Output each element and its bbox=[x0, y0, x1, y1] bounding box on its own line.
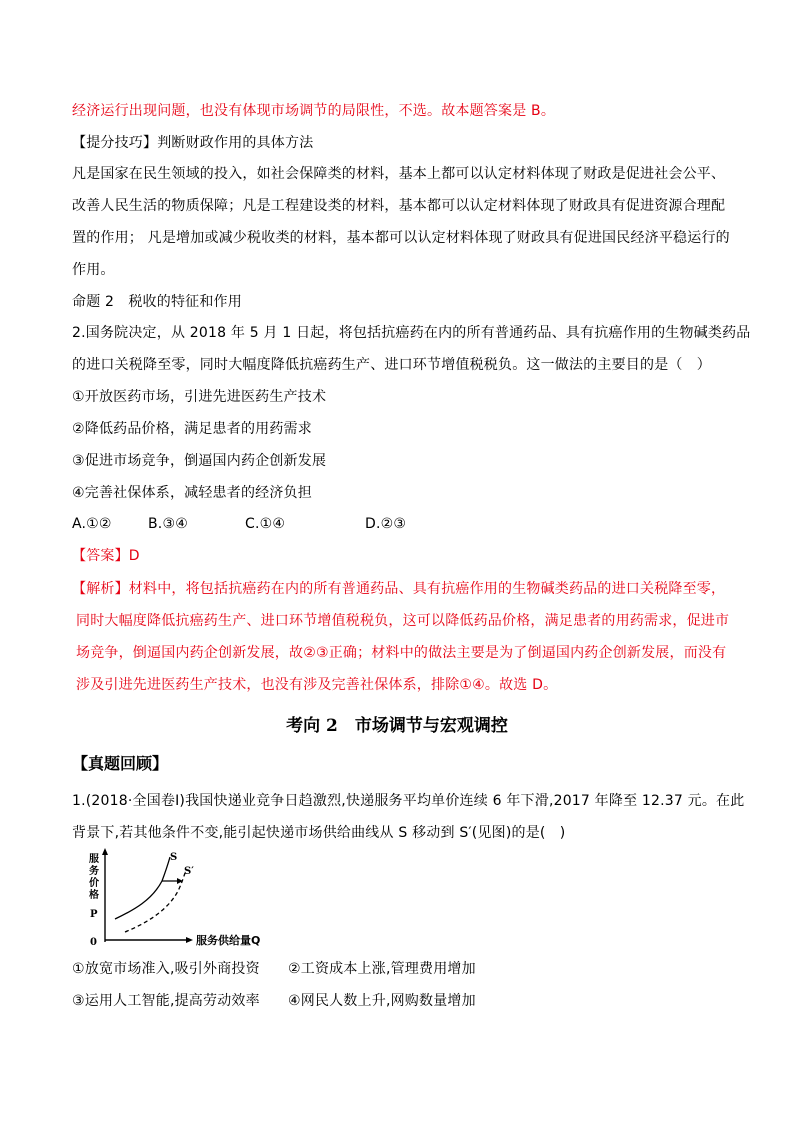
y-axis-label-char: 格 bbox=[89, 890, 99, 901]
y-axis-label-char: 价 bbox=[89, 878, 99, 889]
paragraph-continuation: 经济运行出现问题，也没有体现市场调节的局限性，不选。故本题答案是 B。 bbox=[72, 103, 556, 119]
y-axis-label-char: 务 bbox=[89, 866, 99, 877]
option-a: A.①② bbox=[72, 516, 112, 532]
tip-line: 置的作用； 凡是增加或减少税收类的材料，基本都可以认定材料体现了财政具有促进国民经济平稳运行的 bbox=[72, 230, 730, 246]
question-item: ②降低药品价格，满足患者的用药需求 bbox=[72, 421, 312, 437]
question-stem: 的进口关税降至零，同时大幅度降低抗癌药生产、进口环节增值税税负。这一做法的主要目的是（ ） bbox=[72, 357, 711, 373]
question-item: ④完善社保体系，减轻患者的经济负担 bbox=[72, 485, 312, 501]
analysis-line: 同时大幅度降低抗癌药生产、进口环节增值税税负，这可以降低药品价格，满足患者的用药需求，促进市 bbox=[76, 613, 730, 629]
option-d: D.②③ bbox=[365, 516, 407, 532]
supply-curve-diagram bbox=[84, 846, 324, 950]
tip-line: 凡是国家在民生领域的投入，如社会保障类的材料，基本上都可以认定材料体现了财政是促进社会公平、 bbox=[72, 166, 726, 182]
supply-curve-s bbox=[115, 857, 170, 919]
question-item: ④网民人数上升,网购数量增加 bbox=[288, 993, 476, 1009]
proposition-title: 命题 2 税收的特征和作用 bbox=[72, 294, 242, 310]
question-item: ①开放医药市场，引进先进医药生产技术 bbox=[72, 389, 327, 405]
tip-line: 改善人民生活的物质保障；凡是工程建设类的材料，基本都可以认定材料体现了财政具有促进资源合理配 bbox=[72, 198, 726, 214]
x-axis-arrow bbox=[186, 937, 193, 943]
question-stem: 背景下,若其他条件不变,能引起快递市场供给曲线从 S 移动到 S′(见图)的是( ) bbox=[72, 825, 566, 841]
answer-options bbox=[72, 514, 406, 534]
question-item: ②工资成本上涨,管理费用增加 bbox=[288, 961, 476, 977]
option-c: C.①④ bbox=[245, 516, 286, 532]
y-axis-symbol: P bbox=[90, 909, 98, 920]
question-stem: 2.国务院决定，从 2018 年 5 月 1 日起，将包括抗癌药在内的所有普通药品、具有抗癌作用的生物碱类药品 bbox=[72, 325, 751, 341]
supply-curve-figure bbox=[84, 846, 324, 954]
tip-line: 作用。 bbox=[72, 262, 115, 278]
analysis-line: 涉及引进先进医药生产技术，也没有涉及完善社保体系，排除①④。故选 D。 bbox=[76, 677, 558, 693]
supply-curve-s-prime bbox=[125, 873, 185, 932]
question-item: ③运用人工智能,提高劳动效率 bbox=[72, 993, 260, 1009]
curve-label-s: S bbox=[170, 852, 178, 863]
question-stem: 1.(2018·全国卷Ⅰ)我国快递业竞争日趋激烈,快递服务平均单价连续 6 年下滑,2017 年降至 12.37 元。在此 bbox=[72, 793, 745, 809]
answer-label: 【答案】D bbox=[72, 548, 140, 564]
y-axis-arrow bbox=[102, 848, 108, 855]
section-heading: 考向 2 市场调节与宏观调控 bbox=[286, 716, 508, 736]
tip-title: 【提分技巧】判断财政作用的具体方法 bbox=[72, 135, 314, 151]
analysis-line: 场竞争，倒逼国内药企创新发展，故②③正确；材料中的做法主要是为了倒逼国内药企创新发展，而没有 bbox=[76, 645, 727, 661]
question-item: ③促进市场竞争，倒逼国内药企创新发展 bbox=[72, 453, 327, 469]
y-axis-label-char: 服 bbox=[89, 854, 99, 865]
option-b: B.③④ bbox=[148, 516, 188, 532]
origin-label: 0 bbox=[90, 937, 97, 948]
review-title: 【真题回顾】 bbox=[72, 754, 169, 773]
curve-label-s-prime: S′ bbox=[184, 866, 194, 877]
analysis-line: 【解析】材料中，将包括抗癌药在内的所有普通药品、具有抗癌作用的生物碱类药品的进口关税降至零， bbox=[72, 581, 726, 597]
question-item: ①放宽市场准入,吸引外商投资 bbox=[72, 961, 260, 977]
x-axis-label: 服务供给量Q bbox=[196, 934, 261, 947]
